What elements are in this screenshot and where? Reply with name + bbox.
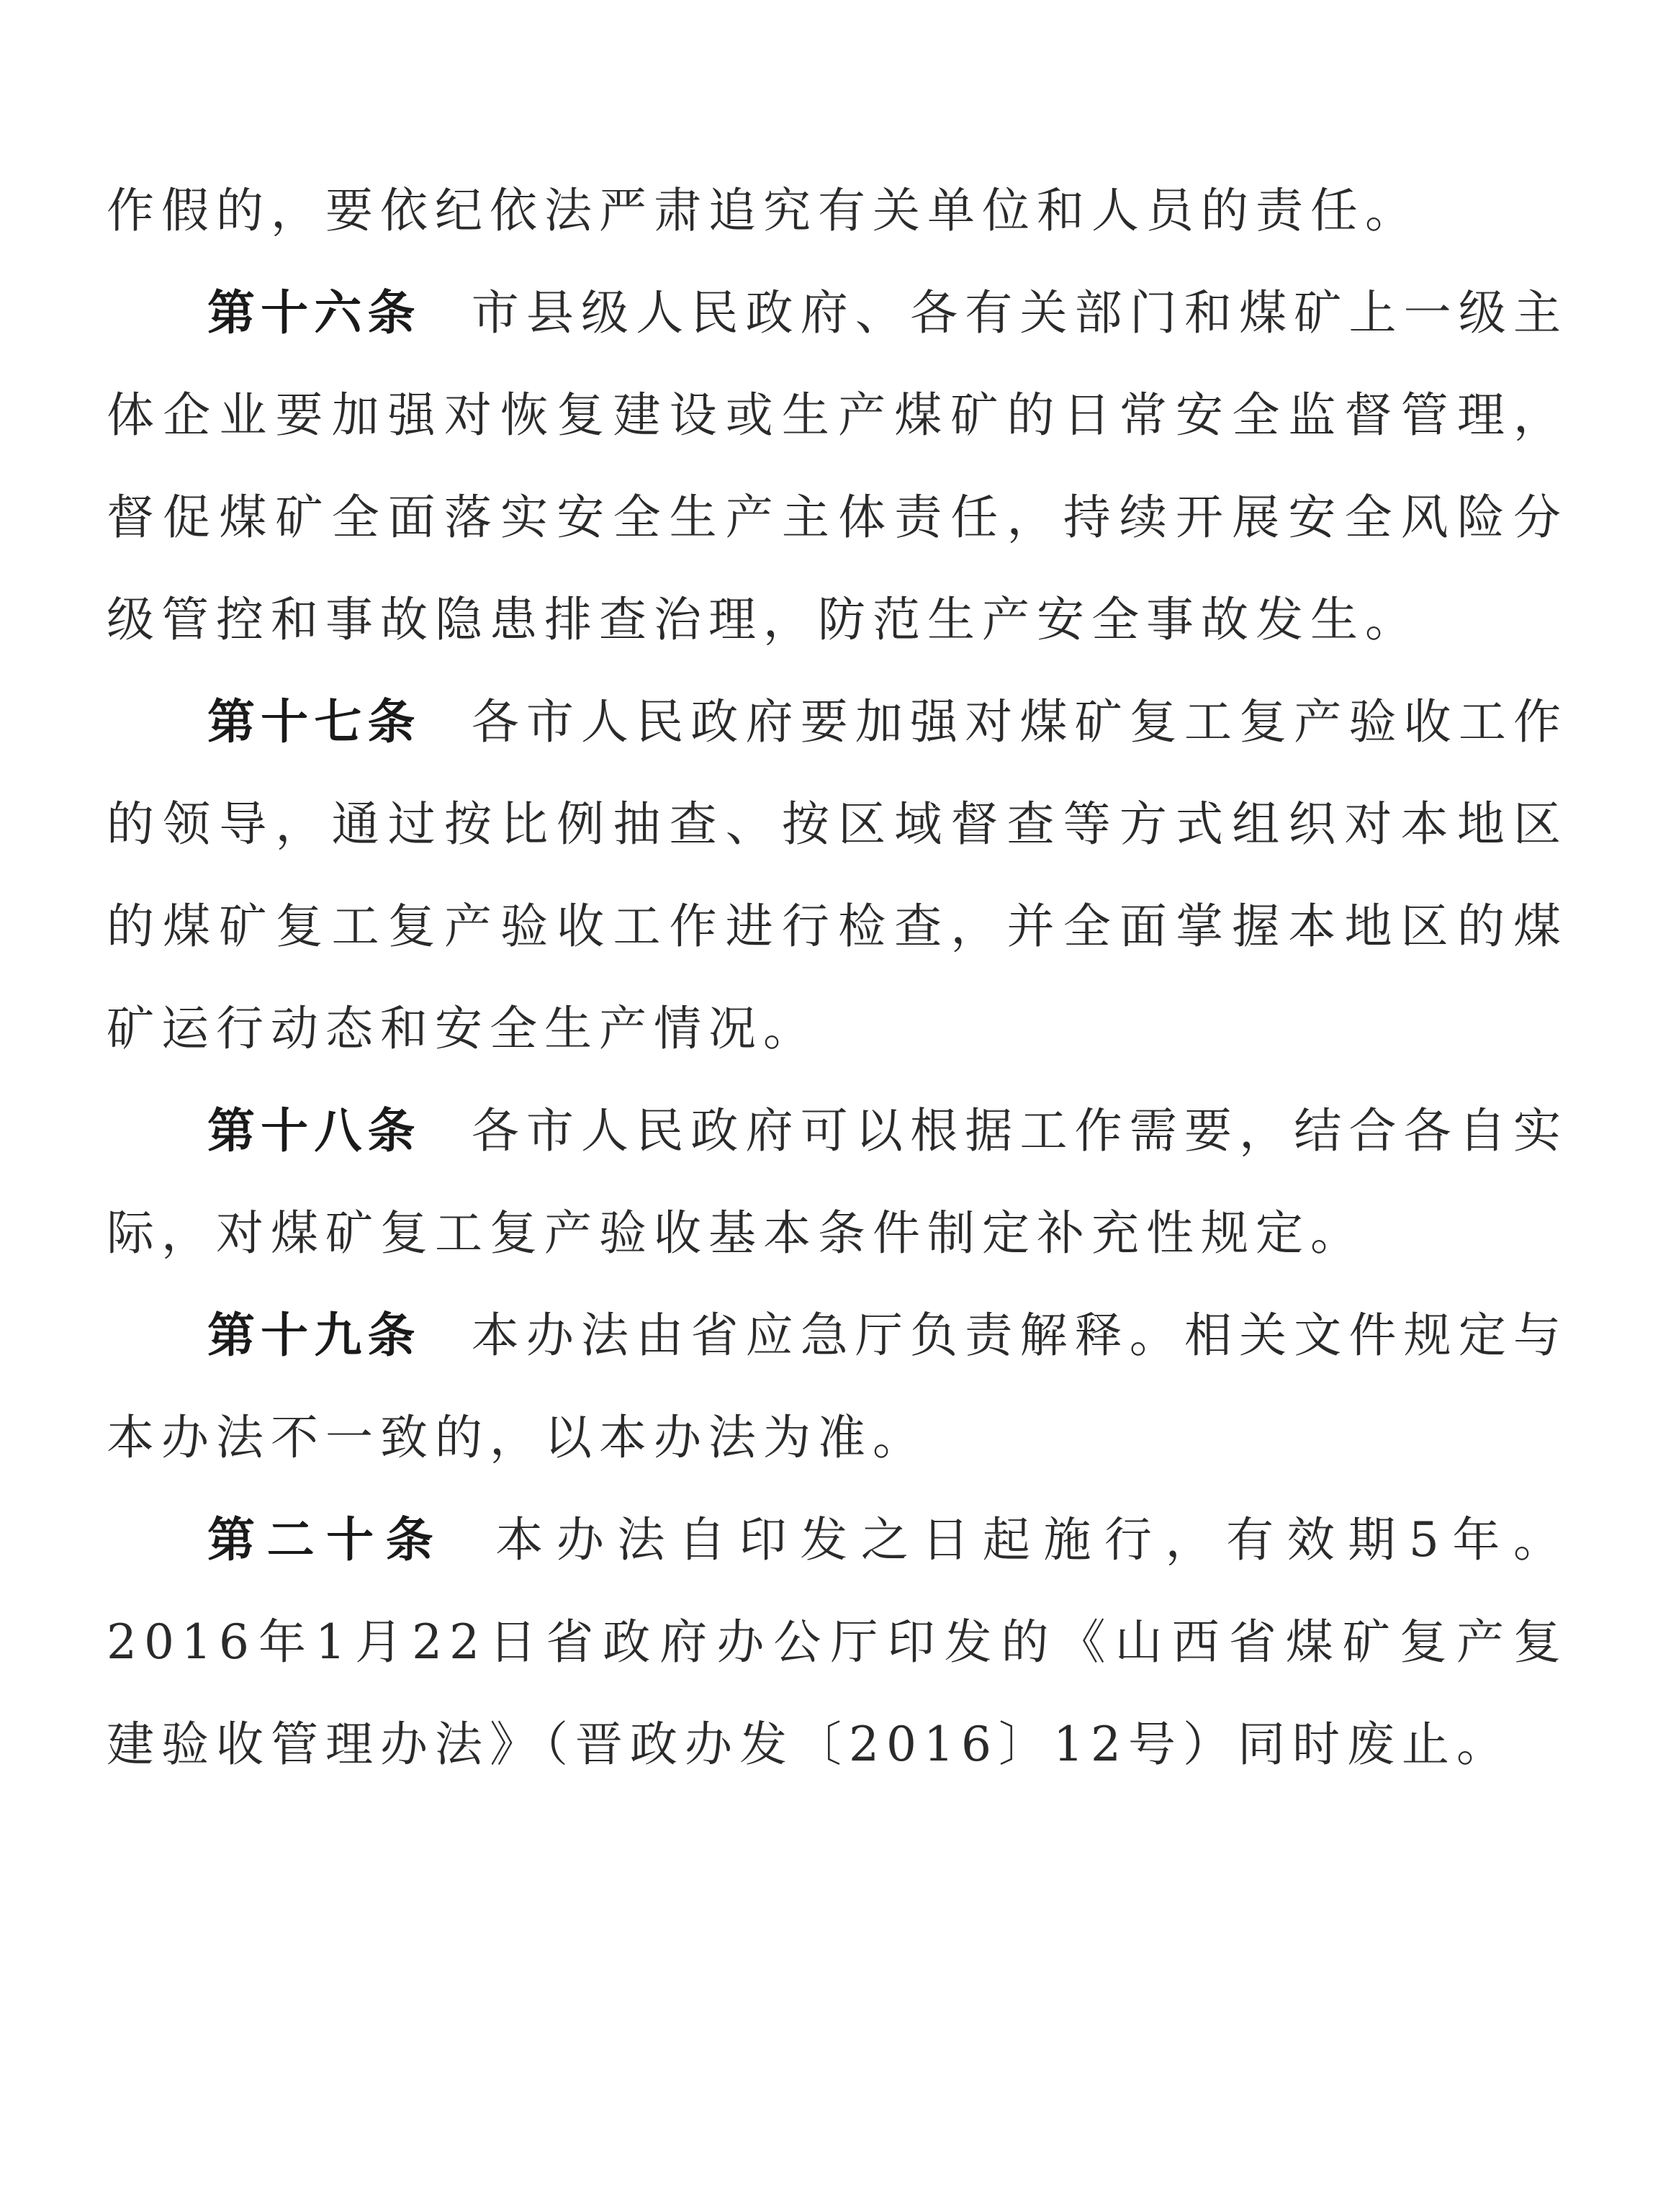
document-body: [107, 160, 1568, 1796]
article-text: 市县级人民政府、各有关部门和煤矿上一级主体企业要加强对恢复建设或生产煤矿的日常安全监督管理，督促煤矿全面落实安全生产主体责任，持续开展安全风险分级管控和事故隐患排查治理，防范生产安全事故发生。: [107, 285, 1569, 647]
article-number: 第十八条: [207, 1103, 421, 1159]
article-number: 第十六条: [207, 285, 421, 341]
article-19: [107, 1285, 1568, 1489]
article-text: 各市人民政府可以根据工作需要，结合各自实际，对煤矿复工复产验收基本条件制定补充性规定。: [107, 1103, 1569, 1261]
paragraph-text: 作假的，要依纪依法严肃追究有关单位和人员的责任。: [107, 183, 1420, 238]
article-text: 本办法由省应急厅负责解释。相关文件规定与本办法不一致的，以本办法为准。: [107, 1308, 1569, 1465]
article-20: [107, 1489, 1568, 1796]
article-number: 第十九条: [207, 1308, 421, 1363]
paragraph-continuation: [107, 160, 1568, 262]
article-text: 各市人民政府要加强对煤矿复工复产验收工作的领导，通过按比例抽查、按区域督查等方式组织对本地区的煤矿复工复产验收工作进行检查，并全面掌握本地区的煤矿运行动态和安全生产情况。: [107, 694, 1569, 1056]
article-number: 第十七条: [207, 694, 421, 750]
article-18: [107, 1080, 1568, 1285]
article-number: 第二十条: [207, 1512, 446, 1568]
article-16: [107, 262, 1568, 671]
article-text: 本办法自印发之日起施行，有效期5年。2016年1月22日省政府办公厅印发的《山西省煤矿复产复建验收管理办法》（晋政办发〔2016〕12号）同时废止。: [107, 1512, 1569, 1772]
article-17: [107, 671, 1568, 1080]
